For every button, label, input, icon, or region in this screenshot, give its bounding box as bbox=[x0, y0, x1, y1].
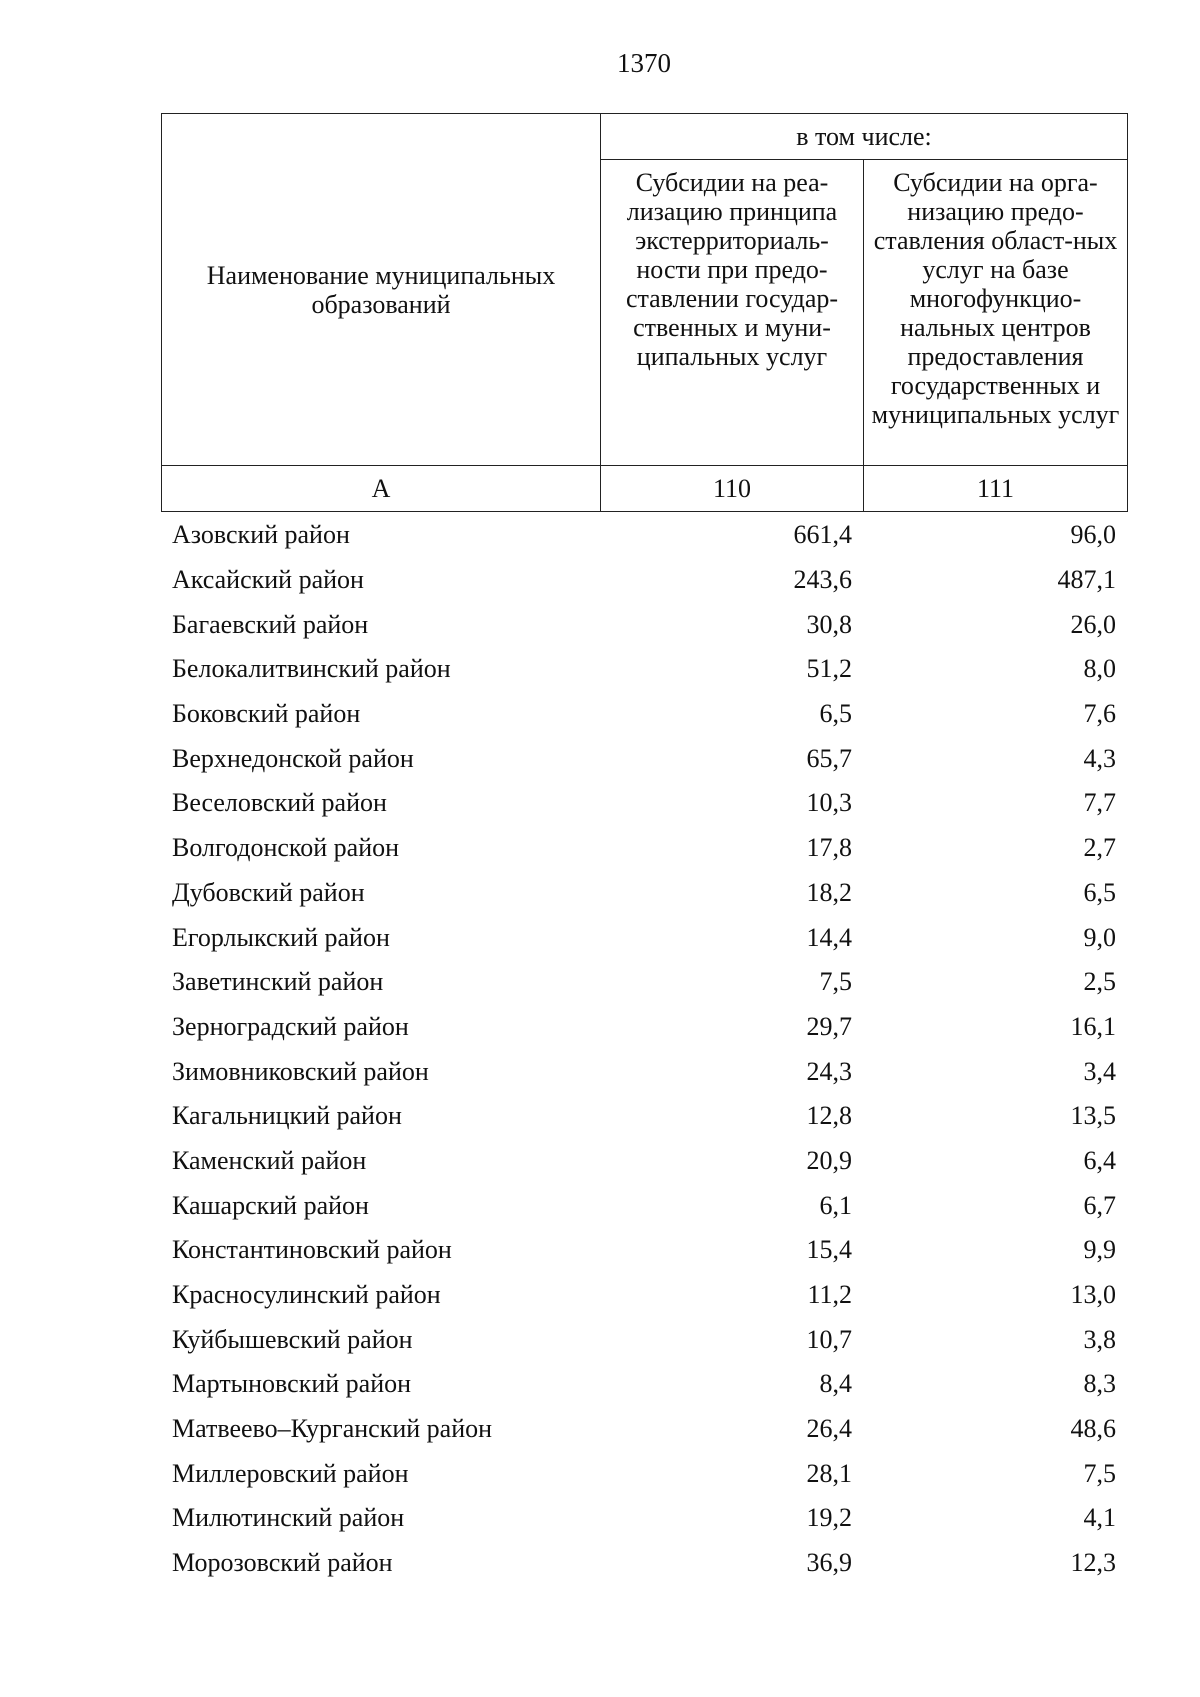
value-111: 12,3 bbox=[1070, 1548, 1116, 1578]
table-row bbox=[161, 1273, 1127, 1318]
municipality-name: Милютинский район bbox=[172, 1503, 405, 1533]
table-row bbox=[161, 960, 1127, 1005]
table-row bbox=[161, 1541, 1127, 1586]
code-110: 110 bbox=[601, 466, 864, 512]
municipality-name: Мартыновский район bbox=[172, 1369, 412, 1399]
code-a: А bbox=[162, 466, 601, 512]
value-110: 14,4 bbox=[806, 922, 852, 952]
table-row bbox=[161, 871, 1127, 916]
name-column-header bbox=[162, 114, 601, 466]
value-110: 6,5 bbox=[819, 699, 852, 729]
value-111: 13,5 bbox=[1070, 1101, 1116, 1131]
table-row bbox=[161, 1005, 1127, 1050]
municipality-name: Заветинский район bbox=[172, 967, 384, 997]
value-111: 6,4 bbox=[1083, 1145, 1116, 1175]
municipality-name: Кагальницкий район bbox=[172, 1101, 402, 1131]
table-row bbox=[161, 1317, 1127, 1362]
table-row bbox=[161, 781, 1127, 826]
code-111: 111 bbox=[864, 466, 1128, 512]
table-row bbox=[161, 558, 1127, 603]
municipality-name: Аксайский район bbox=[172, 565, 364, 595]
value-111: 7,5 bbox=[1083, 1458, 1116, 1488]
value-111: 26,0 bbox=[1070, 609, 1116, 639]
value-111: 3,8 bbox=[1083, 1324, 1116, 1354]
value-111: 7,7 bbox=[1083, 788, 1116, 818]
value-110: 12,8 bbox=[806, 1101, 852, 1131]
value-111: 7,6 bbox=[1083, 699, 1116, 729]
value-110: 17,8 bbox=[806, 833, 852, 863]
municipality-name: Каменский район bbox=[172, 1145, 367, 1175]
municipality-name: Веселовский район bbox=[172, 788, 387, 818]
value-111: 2,5 bbox=[1083, 967, 1116, 997]
municipality-name: Дубовский район bbox=[172, 877, 365, 907]
value-111: 4,3 bbox=[1083, 743, 1116, 773]
value-111: 4,1 bbox=[1083, 1503, 1116, 1533]
value-110: 29,7 bbox=[806, 1011, 852, 1041]
municipality-name: Багаевский район bbox=[172, 609, 369, 639]
municipality-name: Белокалитвинский район bbox=[172, 654, 451, 684]
municipality-name: Егорлыкский район bbox=[172, 922, 390, 952]
value-111: 487,1 bbox=[1057, 565, 1116, 595]
col-110-header bbox=[601, 160, 864, 466]
value-110: 19,2 bbox=[806, 1503, 852, 1533]
table-row bbox=[161, 1228, 1127, 1273]
value-110: 26,4 bbox=[806, 1414, 852, 1444]
value-111: 13,0 bbox=[1070, 1280, 1116, 1310]
value-110: 15,4 bbox=[806, 1235, 852, 1265]
municipality-name: Куйбышевский район bbox=[172, 1324, 413, 1354]
value-110: 18,2 bbox=[806, 877, 852, 907]
table-row bbox=[161, 1362, 1127, 1407]
value-111: 8,0 bbox=[1083, 654, 1116, 684]
table-row bbox=[161, 513, 1127, 558]
value-110: 28,1 bbox=[806, 1458, 852, 1488]
group-header: в том числе: bbox=[601, 114, 1128, 160]
value-111: 2,7 bbox=[1083, 833, 1116, 863]
value-110: 36,9 bbox=[806, 1548, 852, 1578]
name-column-title: Наименование муниципальных образований bbox=[206, 260, 556, 319]
table-header bbox=[161, 113, 1128, 512]
value-111: 6,7 bbox=[1083, 1190, 1116, 1220]
value-110: 10,7 bbox=[806, 1324, 852, 1354]
value-110: 65,7 bbox=[806, 743, 852, 773]
table-row bbox=[161, 1139, 1127, 1184]
municipality-name: Зерноградский район bbox=[172, 1011, 409, 1041]
table-row bbox=[161, 1049, 1127, 1094]
table-row bbox=[161, 692, 1127, 737]
value-110: 7,5 bbox=[819, 967, 852, 997]
value-110: 661,4 bbox=[793, 520, 852, 550]
municipality-name: Красносулинский район bbox=[172, 1280, 441, 1310]
value-111: 8,3 bbox=[1083, 1369, 1116, 1399]
value-111: 96,0 bbox=[1070, 520, 1116, 550]
value-111: 16,1 bbox=[1070, 1011, 1116, 1041]
municipality-name: Константиновский район bbox=[172, 1235, 452, 1265]
table-row bbox=[161, 736, 1127, 781]
table-row bbox=[161, 826, 1127, 871]
municipality-name: Азовский район bbox=[172, 520, 350, 550]
col-111-header bbox=[864, 160, 1128, 466]
table-row bbox=[161, 602, 1127, 647]
table-row bbox=[161, 915, 1127, 960]
value-110: 8,4 bbox=[819, 1369, 852, 1399]
municipality-name: Боковский район bbox=[172, 699, 361, 729]
value-110: 10,3 bbox=[806, 788, 852, 818]
municipality-name: Волгодонской район bbox=[172, 833, 400, 863]
table-row bbox=[161, 1407, 1127, 1452]
table-row bbox=[161, 1496, 1127, 1541]
table-row bbox=[161, 1183, 1127, 1228]
table-body bbox=[161, 513, 1127, 1586]
municipality-name: Зимовниковский район bbox=[172, 1056, 429, 1086]
value-110: 24,3 bbox=[806, 1056, 852, 1086]
value-111: 48,6 bbox=[1070, 1414, 1116, 1444]
value-110: 243,6 bbox=[793, 565, 852, 595]
col-111-title: Субсидии на орга-низацию предо-ставления област-ных услуг на базе многофункцио-нальных центров предоставления государственных и муниципальных услуг bbox=[871, 168, 1120, 429]
page-number: 1370 bbox=[617, 48, 671, 78]
value-110: 6,1 bbox=[819, 1190, 852, 1220]
municipality-name: Миллеровский район bbox=[172, 1458, 409, 1488]
col-110-title: Субсидии на реа-лизацию принципа экстерриториаль-ности при предо-ставлении государ-ственных и муни-ципальных услуг bbox=[625, 168, 839, 371]
value-110: 20,9 bbox=[806, 1145, 852, 1175]
table-row bbox=[161, 647, 1127, 692]
value-111: 9,9 bbox=[1083, 1235, 1116, 1265]
value-111: 6,5 bbox=[1083, 877, 1116, 907]
municipality-name: Кашарский район bbox=[172, 1190, 369, 1220]
municipality-name: Морозовский район bbox=[172, 1548, 393, 1578]
value-110: 30,8 bbox=[806, 609, 852, 639]
municipality-name: Матвеево–Курганский район bbox=[172, 1414, 493, 1444]
value-111: 9,0 bbox=[1083, 922, 1116, 952]
table-row bbox=[161, 1451, 1127, 1496]
value-110: 51,2 bbox=[806, 654, 852, 684]
value-111: 3,4 bbox=[1083, 1056, 1116, 1086]
table-row bbox=[161, 1094, 1127, 1139]
value-110: 11,2 bbox=[807, 1280, 852, 1310]
municipality-name: Верхнедонской район bbox=[172, 743, 414, 773]
